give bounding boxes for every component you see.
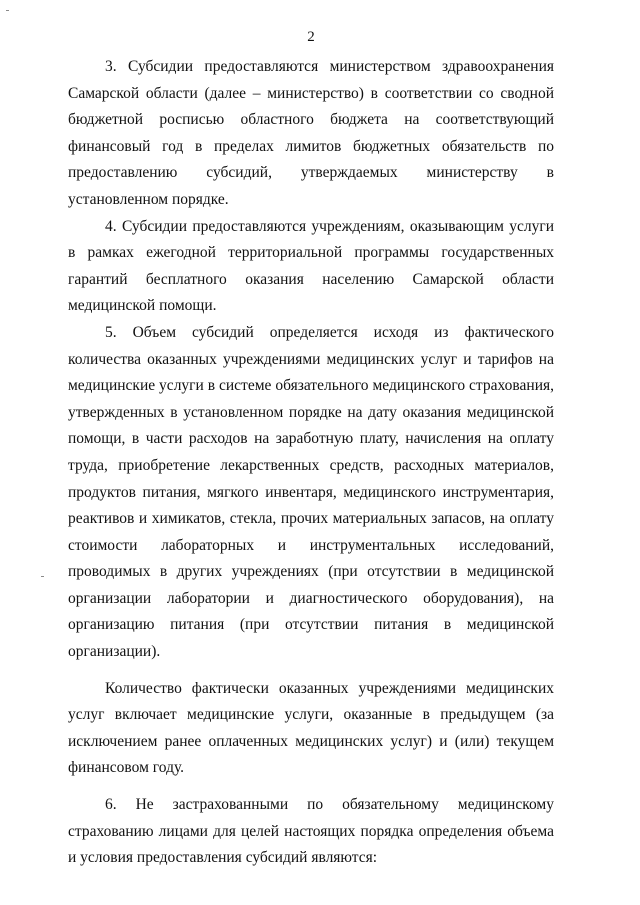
paragraph-4: 4. Субсидии предоставляются учреждениям, оказывающим услуги в рамках ежегодной территориальной программы государственных гарантий бесплатного оказания населению Самарской области медицинской помощи. <box>68 217 554 315</box>
paragraph-5: 5. Объем субсидий определяется исходя из фактического количества оказанных учреждениями медицинских услуг и тарифов на медицинские услуги в системе обязательного медицинского страхования, утвержденных в установленном порядке на дату оказания медицинской помощи, в части расходов на заработную плату, начисления на оплату труда, приобретение лекарственных средств, расходных материалов, продуктов питания, мягкого инвентаря, медицинского инструментария, реактивов и химикатов, стекла, прочих материальных запасов, на оплату стоимости лабораторных и инструментальных исследований, проводимых в других учреждениях (при отсутствии в медицинской организации лаборатории и диагностического оборудования), на организацию питания (при отсутствии питания в медицинской организации). <box>68 323 554 661</box>
paragraph-services-count: Количество фактически оказанных учреждениями медицинских услуг включает медицинские услуги, оказанные в предыдущем (за исключением ранее оплаченных медицинских услуг) и (или) текущем финансовом году. <box>68 679 554 777</box>
document-body <box>68 54 554 872</box>
page-number: 2 <box>307 29 315 45</box>
scan-margin-mark <box>41 576 44 577</box>
paragraph-3: 3. Субсидии предоставляются министерством здравоохранения Самарской области (далее – министерство) в соответствии со сводной бюджетной росписью областного бюджета на соответствующий финансовый год в пределах лимитов бюджетных обязательств по предоставлению субсидий, утверждаемых министерству в установленном порядке. <box>68 58 554 208</box>
scan-margin-mark <box>6 10 9 11</box>
paragraph-6: 6. Не застрахованными по обязательному медицинскому страхованию лицами для целей настоящих порядка определения объема и условия предоставления субсидий являются: <box>68 796 554 867</box>
